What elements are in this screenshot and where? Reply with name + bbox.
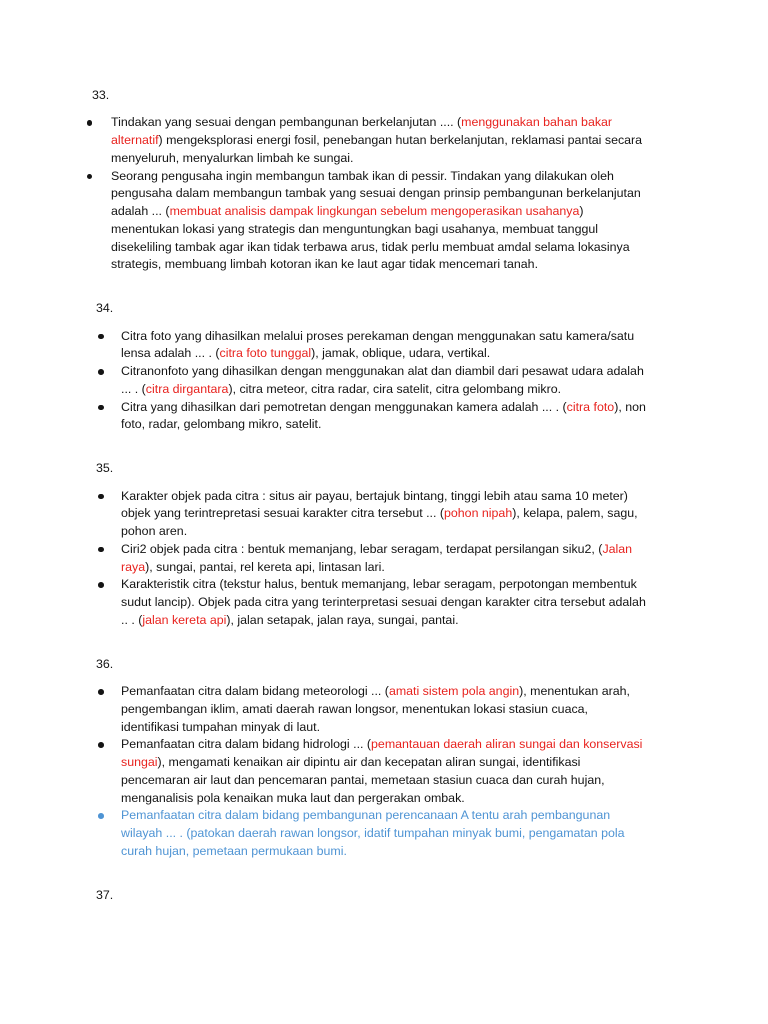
answer-text: Jalan <box>602 541 633 556</box>
document-content <box>0 87 768 905</box>
bullet-icon <box>98 405 104 411</box>
text-segment: ) mengeksplorasi energi fosil, penebangan hutan berkelanjutan, reklamasi pantai secara <box>158 133 643 147</box>
question-number: 37. <box>96 887 114 902</box>
text-line <box>0 594 768 612</box>
answer-text: raya <box>121 559 146 574</box>
answer-text: pemantauan daerah aliran sungai dan konservasi <box>371 737 643 752</box>
question-number: 34. <box>96 301 114 316</box>
text-segment: curah hujan, pemetaan permukaan bumi. <box>121 843 347 858</box>
text-line <box>0 701 768 719</box>
text-segment: menganalisis pola kenaikan muka laut dan pergerakan ombak. <box>121 790 465 805</box>
bullet-item <box>0 541 768 577</box>
text-segment: Citra foto yang dihasilkan melalui proses perekaman dengan menggunakan satu kamera/satu <box>121 328 635 343</box>
text-line <box>0 772 768 790</box>
text-segment: pencemaran air laut dan pencemaran pantai, memetaan stasiun cuaca dan curah hujan, <box>121 772 605 787</box>
bullet-item <box>0 576 768 629</box>
text-segment: Citra yang dihasilkan dari pemotretan dengan menggunakan kamera adalah ... . ( <box>121 399 567 414</box>
text-line <box>0 754 768 772</box>
text-segment: Citranonfoto yang dihasilkan dengan menggunakan alat dan diambil dari pesawat udara adalah <box>121 364 644 378</box>
section-37 <box>0 887 768 905</box>
section-35 <box>0 460 768 629</box>
text-segment: lensa adalah ... . ( <box>121 346 220 361</box>
text-segment: wilayah ... . (patokan daerah rawan longsor, idatif tumpahan minyak bumi, pengamatan pola <box>121 826 625 840</box>
question-number: 33. <box>92 88 110 102</box>
text-segment: Pemanfaatan citra dalam bidang meteorologi ... ( <box>121 684 389 698</box>
text-line <box>0 399 768 417</box>
text-line <box>0 807 768 825</box>
bullet-item-note <box>0 807 768 860</box>
text-segment: ) <box>579 204 584 218</box>
text-segment: ), jamak, oblique, udara, vertikal. <box>311 346 491 361</box>
text-segment: ), mengamati kenaikan air dipintu air dan kecepatan aliran sungai, identifikasi <box>157 755 581 769</box>
text-line <box>0 221 768 239</box>
text-line <box>0 559 768 577</box>
text-segment: Seorang pengusaha ingin membangun tambak ikan di pessir. Tindakan yang dilakukan oleh <box>111 168 614 183</box>
bullet-item <box>0 168 768 275</box>
bullet-list <box>0 328 768 435</box>
text-line <box>0 114 768 132</box>
text-line <box>0 345 768 363</box>
text-line <box>0 825 768 843</box>
text-line <box>0 239 768 257</box>
text-line <box>0 790 768 808</box>
answer-text: membuat analisis dampak lingkungan sebelum mengoperasikan usahanya <box>169 204 580 218</box>
text-segment: pengusaha dalam membangun tambak yang sesuai dengan prinsip pembangunan berkelanjutan <box>111 186 641 201</box>
text-segment: Karakter objek pada citra : situs air payau, bertajuk bintang, tinggi lebih atau sama 10 meter) <box>121 488 628 503</box>
section-33 <box>0 87 768 274</box>
answer-text: citra foto tunggal <box>219 346 312 361</box>
text-segment: Pemanfaatan citra dalam bidang pembangunan perencanaan A tentu arah pembangunan <box>121 808 611 823</box>
text-line <box>0 843 768 861</box>
text-line <box>0 416 768 434</box>
text-line <box>0 328 768 346</box>
text-segment: ), menentukan arah, <box>519 684 631 698</box>
text-line <box>0 523 768 541</box>
text-segment: pengembangan iklim, amati daerah rawan longsor, menentukan lokasi stasiun cuaca, <box>121 701 588 716</box>
section-34 <box>0 300 768 434</box>
text-segment: ), citra meteor, citra radar, cira satelit, citra gelombang mikro. <box>228 381 562 396</box>
text-segment: Ciri2 objek pada citra : bentuk memanjang, lebar seragam, terdapat persilangan siku2, ( <box>121 541 603 556</box>
text-segment: strategis, membuang limbah kotoran ikan ke laut agar tidak mencemari tanah. <box>111 257 539 272</box>
bullet-icon <box>98 334 104 340</box>
text-line <box>0 736 768 754</box>
text-line <box>0 203 768 221</box>
answer-text: sungai <box>121 755 158 769</box>
text-line <box>0 719 768 737</box>
bullet-item <box>0 488 768 541</box>
question-number: 36. <box>96 656 114 671</box>
answer-text: jalan kereta api <box>142 612 227 627</box>
bullet-item <box>0 399 768 435</box>
text-segment: ), kelapa, palem, sagu, <box>512 506 638 521</box>
text-segment: Tindakan yang sesuai dengan pembangunan berkelanjutan .... ( <box>111 115 462 130</box>
text-line <box>0 488 768 506</box>
text-line <box>0 363 768 381</box>
bullet-item <box>0 363 768 399</box>
question-number: 35. <box>96 461 114 476</box>
text-segment: ... . ( <box>121 381 146 396</box>
answer-text: menggunakan bahan bakar <box>461 115 613 130</box>
bullet-item <box>0 328 768 364</box>
text-segment: foto, radar, gelombang mikro, satelit. <box>121 417 322 432</box>
section-36 <box>0 656 768 861</box>
bullet-item <box>0 736 768 807</box>
text-segment: ), non <box>614 399 646 414</box>
text-line <box>0 381 768 399</box>
bullet-list <box>0 114 768 274</box>
text-segment: disekeliling tambak agar ikan tidak terbawa arus, tidak perlu membuat amdal selama lokasinya <box>111 239 630 254</box>
text-segment: adalah ... ( <box>111 204 170 218</box>
bullet-icon <box>98 813 104 819</box>
text-line <box>0 168 768 186</box>
answer-text: alternatif <box>111 133 159 147</box>
text-line <box>0 150 768 168</box>
bullet-item <box>0 114 768 167</box>
answer-text: citra foto <box>566 399 615 414</box>
text-segment: Pemanfaatan citra dalam bidang hidrologi ... ( <box>121 737 372 752</box>
text-segment: ), sungai, pantai, rel kereta api, lintasan lari. <box>145 559 385 574</box>
answer-text: pohon nipah <box>444 506 513 521</box>
bullet-icon <box>98 494 104 500</box>
text-segment: pohon aren. <box>121 524 188 538</box>
text-line <box>0 576 768 594</box>
text-line <box>0 185 768 203</box>
answer-text: citra dirgantara <box>145 381 229 396</box>
text-segment: identifikasi tumpahan minyak di laut. <box>121 719 321 734</box>
bullet-list <box>0 683 768 861</box>
text-line <box>0 256 768 274</box>
text-line <box>0 505 768 523</box>
text-segment: sudut lancip). Objek pada citra yang terinterpretasi sesuai dengan karakter citra tersebut adalah <box>121 595 646 609</box>
bullet-icon <box>98 582 104 588</box>
text-line <box>0 683 768 701</box>
answer-text: amati sistem pola angin <box>388 684 520 698</box>
bullet-icon <box>98 689 104 695</box>
bullet-icon <box>98 742 104 748</box>
text-segment: .. . ( <box>121 612 143 627</box>
text-segment: Karakteristik citra (tekstur halus, bentuk memanjang, lebar seragam, perpotongan membentuk <box>121 577 637 592</box>
text-line <box>0 541 768 559</box>
text-segment: menyeluruh, menyalurkan limbah ke sungai. <box>111 150 354 165</box>
text-segment: objek yang terintrepretasi sesuai karakter citra tersebut ... ( <box>121 506 444 521</box>
text-line <box>0 612 768 630</box>
bullet-icon <box>98 369 104 375</box>
text-segment: ), jalan setapak, jalan raya, sungai, pantai. <box>226 612 459 627</box>
text-segment: menentukan lokasi yang strategis dan menguntungkan bagi usahanya, membuat tanggul <box>111 221 599 236</box>
bullet-list <box>0 488 768 630</box>
bullet-item <box>0 683 768 736</box>
text-line <box>0 132 768 150</box>
